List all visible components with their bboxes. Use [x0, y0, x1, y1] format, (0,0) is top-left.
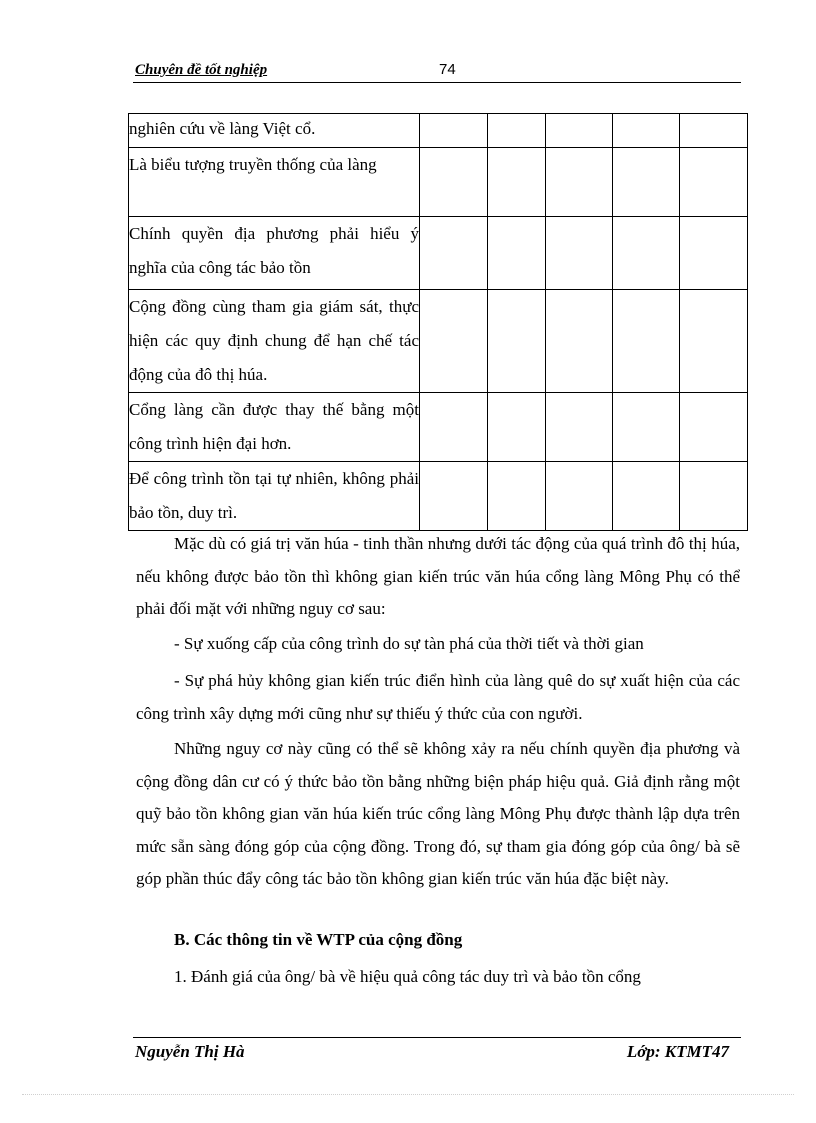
rating-cell[interactable] — [546, 462, 613, 531]
rating-cell[interactable] — [488, 462, 546, 531]
rating-cell[interactable] — [680, 114, 748, 148]
rating-cell[interactable] — [420, 290, 488, 393]
page-header — [133, 60, 741, 83]
rating-cell[interactable] — [546, 290, 613, 393]
paragraph-fund-assumption: Những nguy cơ này cũng có thể sẽ không xảy ra nếu chính quyền địa phương và cộng đồng dân cư có ý thức bảo tồn bằng những biện pháp hiệu quả. Giả định rằng một quỹ bảo tồn không gian văn húa kiến trúc cổng làng Mông Phụ được thành lập dựa trên mức sẵn sàng đóng góp của cộng đồng. Trong đó, sự tham gia đóng góp của ông/ bà sẽ góp phần thúc đẩy công tác bảo tồn không gian kiến trúc văn húa đặc biệt này. — [136, 739, 740, 888]
survey-table — [128, 113, 748, 531]
question-item-1: 1. Đánh giá của ông/ bà về hiệu quả công tác duy trì và bảo tồn cổng — [174, 967, 641, 986]
rating-cell[interactable] — [488, 114, 546, 148]
question-cell: Cộng đồng cùng tham gia giám sát, thực hiện các quy định chung để hạn chế tác động của đô thị húa. — [129, 290, 420, 393]
rating-cell[interactable] — [546, 114, 613, 148]
rating-cell[interactable] — [420, 393, 488, 462]
table-row — [129, 290, 748, 393]
rating-cell[interactable] — [680, 462, 748, 531]
section-heading-wtp: B. Các thông tin về WTP của cộng đồng — [174, 930, 463, 949]
rating-cell[interactable] — [488, 217, 546, 290]
table-row — [129, 217, 748, 290]
rating-cell[interactable] — [546, 148, 613, 217]
question-cell: Là biểu tượng truyền thống của làng — [129, 148, 420, 217]
rating-cell[interactable] — [488, 148, 546, 217]
question-cell: Cổng làng cần được thay thế bằng một công trình hiện đại hơn. — [129, 393, 420, 462]
rating-cell[interactable] — [546, 393, 613, 462]
question-cell: nghiên cứu về làng Việt cổ. — [129, 114, 420, 148]
rating-cell[interactable] — [680, 217, 748, 290]
class-label: Lớp: KTMT47 — [626, 1042, 729, 1061]
author-name: Nguyễn Thị Hà — [135, 1042, 245, 1061]
rating-cell[interactable] — [680, 290, 748, 393]
paragraph-risks-intro: Mặc dù có giá trị văn húa - tinh thần nhưng dưới tác động của quá trình đô thị húa, nếu không được bảo tồn thì không gian kiến trúc văn húa cổng làng Mông Phụ có thể phải đối mặt với những nguy cơ sau: — [136, 534, 740, 618]
question-cell: Chính quyền địa phương phải hiểu ý nghĩa của công tác bảo tồn — [129, 217, 420, 290]
page-footer — [133, 1037, 741, 1061]
rating-cell[interactable] — [613, 114, 680, 148]
rating-cell[interactable] — [613, 217, 680, 290]
rating-cell[interactable] — [420, 217, 488, 290]
rating-cell[interactable] — [420, 148, 488, 217]
rating-cell[interactable] — [613, 148, 680, 217]
bullet-deterioration: - Sự xuống cấp của công trình do sự tàn phá của thời tiết và thời gian — [174, 634, 644, 653]
rating-cell[interactable] — [488, 290, 546, 393]
rating-cell[interactable] — [680, 393, 748, 462]
table-row — [129, 462, 748, 531]
page-bottom-divider — [22, 1094, 794, 1095]
header-title: Chuyên đề tốt nghiệp — [135, 62, 268, 78]
table-row — [129, 114, 748, 148]
rating-cell[interactable] — [420, 114, 488, 148]
table-row — [129, 148, 748, 217]
rating-cell[interactable] — [420, 462, 488, 531]
question-cell: Để công trình tồn tại tự nhiên, không phải bảo tồn, duy trì. — [129, 462, 420, 531]
rating-cell[interactable] — [613, 462, 680, 531]
rating-cell[interactable] — [546, 217, 613, 290]
rating-cell[interactable] — [488, 393, 546, 462]
bullet-destruction: - Sự phá hủy không gian kiến trúc điển hình của làng quê do sự xuất hiện của các công trình xây dựng mới cũng như sự thiếu ý thức của con người. — [136, 671, 740, 723]
page-number: 74 — [439, 61, 456, 78]
rating-cell[interactable] — [613, 290, 680, 393]
rating-cell[interactable] — [613, 393, 680, 462]
table-row — [129, 393, 748, 462]
rating-cell[interactable] — [680, 148, 748, 217]
